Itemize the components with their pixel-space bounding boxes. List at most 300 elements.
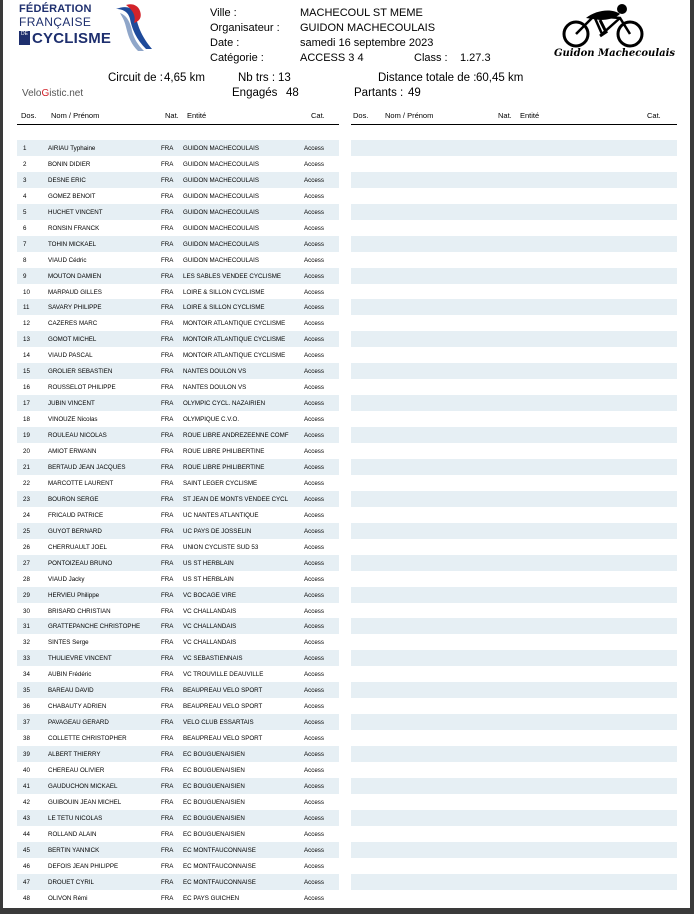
viewer-frame-left: [0, 0, 3, 914]
rider-dos: 25: [23, 527, 30, 535]
empty-table-row: [351, 826, 677, 842]
rider-category: Access: [304, 176, 324, 184]
empty-table-row: [351, 603, 677, 619]
rider-entity: VC CHALLANDAIS: [183, 623, 237, 631]
empty-table-row: [351, 714, 677, 730]
rider-name: RONSIN FRANCK: [48, 224, 100, 232]
col-nat: Nat.: [165, 111, 179, 120]
table-row: [17, 395, 339, 411]
rider-entity: MONTOIR ATLANTIQUE CYCLISME: [183, 352, 286, 360]
empty-table-row: [351, 252, 677, 268]
table-row: [17, 682, 339, 698]
rider-category: Access: [304, 336, 324, 344]
rider-dos: 23: [23, 495, 30, 503]
table-row: [17, 315, 339, 331]
table-row: [17, 778, 339, 794]
empty-table-row: [351, 156, 677, 172]
rider-name: AIRIAU Typhaine: [48, 144, 96, 152]
empty-table-row: [351, 762, 677, 778]
rider-name: MARPAUD GILLES: [48, 288, 102, 296]
rider-category: Access: [304, 814, 324, 822]
rider-entity: EC MONTFAUCONNAISE: [183, 878, 256, 886]
empty-table-row: [351, 890, 677, 906]
empty-table-row: [351, 443, 677, 459]
empty-table-row: [351, 634, 677, 650]
nbtrs-value: 13: [278, 72, 291, 84]
rider-dos: 13: [23, 336, 30, 344]
rider-entity: EC BOUGUENAISIEN: [183, 798, 245, 806]
rider-nat: FRA: [161, 160, 174, 168]
rider-category: Access: [304, 719, 324, 727]
ffc-logo-de: DE: [19, 31, 30, 45]
table-row: [17, 220, 339, 236]
rider-entity: GUIDON MACHECOULAIS: [183, 160, 259, 168]
empty-table-row: [351, 395, 677, 411]
rider-entity: EC BOUGUENAISIEN: [183, 782, 245, 790]
rider-dos: 11: [23, 304, 30, 312]
rider-category: Access: [304, 511, 324, 519]
rider-nat: FRA: [161, 894, 174, 902]
rider-entity: BEAUPREAU VELO SPORT: [183, 735, 263, 743]
rider-dos: 31: [23, 623, 30, 631]
rider-dos: 8: [23, 256, 27, 264]
table-row: [17, 666, 339, 682]
table-row: [17, 746, 339, 762]
rider-category: Access: [304, 320, 324, 328]
rider-dos: 42: [23, 798, 30, 806]
empty-table-row: [351, 523, 677, 539]
rider-category: Access: [304, 703, 324, 711]
rider-dos: 34: [23, 671, 30, 679]
circuit-label: Circuit de :: [108, 72, 163, 84]
empty-table-row: [351, 347, 677, 363]
distance-label: Distance totale de :: [378, 72, 477, 84]
rider-name: ROLLAND ALAIN: [48, 830, 97, 838]
table-row: [17, 443, 339, 459]
rider-name: GOMOT MICHEL: [48, 336, 97, 344]
table-row: [17, 347, 339, 363]
rider-dos: 18: [23, 416, 30, 424]
engages-label: Engagés: [232, 87, 278, 99]
rider-category: Access: [304, 240, 324, 248]
empty-table-row: [351, 507, 677, 523]
col-dos: Dos.: [21, 111, 37, 120]
rider-nat: FRA: [161, 607, 174, 615]
table-row: [17, 299, 339, 315]
rider-name: BOURON SERGE: [48, 495, 99, 503]
rider-entity: BEAUPREAU VELO SPORT: [183, 687, 263, 695]
ffc-swoosh-icon: [112, 3, 156, 53]
rider-name: ROUSSELOT PHILIPPE: [48, 384, 116, 392]
partants-label: Partants :: [354, 87, 404, 99]
rider-category: Access: [304, 416, 324, 424]
organisateur-value: GUIDON MACHECOULAIS: [300, 22, 436, 34]
rider-name: AUBIN Frédéric: [48, 671, 92, 679]
rider-category: Access: [304, 559, 324, 567]
table-row: [17, 794, 339, 810]
empty-table-row: [351, 571, 677, 587]
empty-table-row: [351, 363, 677, 379]
rider-dos: 30: [23, 607, 30, 615]
rider-dos: 37: [23, 719, 30, 727]
rider-category: Access: [304, 463, 324, 471]
rider-dos: 40: [23, 767, 30, 774]
table-row: [17, 634, 339, 650]
rider-name: ROULEAU NICOLAS: [48, 432, 107, 440]
rider-category: Access: [304, 192, 324, 200]
empty-table-row: [351, 794, 677, 810]
empty-table-row: [351, 331, 677, 347]
empty-table-row: [351, 475, 677, 491]
ville-label: Ville :: [210, 7, 237, 19]
rider-name: GUYOT BERNARD: [48, 527, 102, 535]
table-row: [17, 571, 339, 587]
rider-dos: 46: [23, 862, 30, 870]
date-label: Date :: [210, 37, 240, 49]
rider-category: Access: [304, 160, 324, 168]
cyclist-icon: [556, 2, 652, 50]
rider-name: HERVIEU Philippe: [48, 591, 100, 599]
distance-value: 60,45 km: [476, 72, 524, 84]
class-label: Class :: [414, 52, 448, 64]
rider-nat: FRA: [161, 655, 174, 663]
rider-entity: VC SEBASTIENNAIS: [183, 655, 243, 663]
rider-dos: 6: [23, 224, 27, 232]
table-row: [17, 650, 339, 666]
table-row: [17, 204, 339, 220]
table-row: [17, 156, 339, 172]
rider-dos: 2: [23, 160, 27, 168]
velogistic-link[interactable]: [22, 88, 83, 99]
empty-table-row: [351, 746, 677, 762]
rider-entity: BEAUPREAU VELO SPORT: [183, 703, 263, 711]
empty-table-row: [351, 842, 677, 858]
rider-category: Access: [304, 767, 324, 774]
empty-table-row: [351, 698, 677, 714]
empty-table-row: [351, 268, 677, 284]
rider-nat: FRA: [161, 671, 174, 679]
table-row: [17, 379, 339, 395]
class-value: 1.27.3: [460, 52, 491, 64]
rider-nat: FRA: [161, 463, 174, 471]
rider-name: VIAUD Cédric: [48, 256, 87, 264]
table-row: [17, 188, 339, 204]
rider-nat: FRA: [161, 432, 174, 440]
rider-entity: NANTES DOULON VS: [183, 384, 247, 392]
empty-table-row: [351, 427, 677, 443]
rider-entity: EC BOUGUENAISIEN: [183, 751, 245, 759]
rider-name: GAUDUCHON MICKAEL: [48, 782, 118, 790]
rider-entity: EC MONTFAUCONNAISE: [183, 846, 256, 854]
rider-dos: 15: [23, 368, 30, 376]
ffc-logo-line1: FÉDÉRATION: [19, 3, 92, 15]
rider-entity: OLYMPIC CYCL. NAZAIRIEN: [183, 400, 266, 408]
rider-category: Access: [304, 751, 324, 759]
rider-entity: VC CHALLANDAIS: [183, 607, 237, 615]
rider-category: Access: [304, 448, 324, 455]
rider-category: Access: [304, 224, 324, 232]
rider-nat: FRA: [161, 400, 174, 408]
col-cat: Cat.: [311, 111, 325, 120]
rider-nat: FRA: [161, 352, 174, 360]
rider-nat: FRA: [161, 272, 174, 280]
rider-nat: FRA: [161, 862, 174, 870]
empty-table-row: [351, 491, 677, 507]
rider-entity: UC NANTES ATLANTIQUE: [183, 511, 259, 519]
rider-dos: 36: [23, 703, 30, 711]
rider-category: Access: [304, 400, 324, 408]
rider-nat: FRA: [161, 639, 174, 647]
categorie-label: Catégorie :: [210, 52, 264, 64]
rider-category: Access: [304, 735, 324, 743]
empty-table-row: [351, 379, 677, 395]
rider-category: Access: [304, 607, 324, 615]
rider-nat: FRA: [161, 479, 174, 487]
col-ent: Entité: [520, 111, 540, 120]
rider-nat: FRA: [161, 144, 174, 152]
empty-table-row: [351, 284, 677, 300]
rider-entity: EC PAYS GUICHEN: [183, 894, 240, 902]
table-row: [17, 331, 339, 347]
table-row: [17, 172, 339, 188]
table-row: [17, 284, 339, 300]
rider-dos: 17: [23, 400, 30, 408]
rider-nat: FRA: [161, 192, 174, 200]
rider-entity: GUIDON MACHECOULAIS: [183, 256, 259, 264]
rider-dos: 44: [23, 830, 30, 838]
rider-nat: FRA: [161, 575, 174, 583]
rider-category: Access: [304, 575, 324, 583]
rider-category: Access: [304, 256, 324, 264]
empty-table-row: [351, 778, 677, 794]
table-row: [17, 252, 339, 268]
table-row: [17, 459, 339, 475]
rider-entity: US ST HERBLAIN: [183, 575, 234, 583]
table-row: [17, 698, 339, 714]
empty-table-row: [351, 730, 677, 746]
rider-nat: FRA: [161, 830, 174, 838]
rider-nat: FRA: [161, 336, 174, 344]
rider-nat: FRA: [161, 559, 174, 567]
rider-name: DEFOIS JEAN PHILIPPE: [48, 862, 119, 870]
rider-nat: FRA: [161, 703, 174, 711]
rider-name: CAZERES MARC: [48, 320, 98, 328]
rider-name: COLLETTE CHRISTOPHER: [48, 735, 127, 743]
rider-category: Access: [304, 782, 324, 790]
rider-category: Access: [304, 495, 324, 503]
rider-nat: FRA: [161, 256, 174, 264]
table-row: [17, 842, 339, 858]
rider-nat: FRA: [161, 798, 174, 806]
rider-dos: 16: [23, 384, 30, 392]
empty-table-row: [351, 810, 677, 826]
rider-name: CHABAUTY ADRIEN: [48, 703, 107, 711]
rider-name: JUBIN VINCENT: [48, 400, 95, 408]
empty-table-row: [351, 459, 677, 475]
categorie-value: ACCESS 3 4: [300, 52, 364, 64]
rider-dos: 39: [23, 751, 30, 759]
rider-dos: 21: [23, 463, 30, 471]
empty-table-row: [351, 858, 677, 874]
rider-entity: GUIDON MACHECOULAIS: [183, 144, 259, 152]
rider-entity: LES SABLES VENDEE CYCLISME: [183, 272, 282, 280]
rider-name: MARCOTTE LAURENT: [48, 479, 114, 487]
empty-table-row: [351, 124, 677, 140]
rider-name: VIAUD Jacky: [48, 575, 85, 583]
rider-nat: FRA: [161, 735, 174, 743]
rider-nat: FRA: [161, 224, 174, 232]
rider-category: Access: [304, 623, 324, 631]
empty-table-row: [351, 140, 677, 156]
col-nom: Nom / Prénom: [51, 111, 100, 120]
right-table-header: [351, 109, 677, 123]
empty-table-row: [351, 188, 677, 204]
rider-category: Access: [304, 432, 324, 440]
empty-table-row: [351, 220, 677, 236]
partants-value: 49: [408, 87, 421, 99]
rider-nat: FRA: [161, 687, 174, 695]
rider-entity: UC PAYS DE JOSSELIN: [183, 527, 252, 535]
table-row: [17, 411, 339, 427]
empty-table-row: [351, 682, 677, 698]
rider-entity: GUIDON MACHECOULAIS: [183, 208, 259, 216]
rider-nat: FRA: [161, 511, 174, 519]
empty-table-row: [351, 874, 677, 890]
rider-dos: 1: [23, 144, 27, 152]
rider-dos: 14: [23, 352, 30, 360]
rider-category: Access: [304, 878, 324, 886]
rider-entity: UNION CYCLISTE SUD 53: [183, 543, 259, 551]
rider-name: FRICAUD PATRICE: [48, 511, 104, 519]
empty-table-row: [351, 587, 677, 603]
table-row: [17, 762, 339, 778]
rider-nat: FRA: [161, 288, 174, 296]
rider-nat: FRA: [161, 320, 174, 328]
rider-dos: 43: [23, 814, 30, 822]
rider-category: Access: [304, 830, 324, 838]
table-row: [17, 587, 339, 603]
rider-dos: 28: [23, 575, 30, 583]
table-row: [17, 858, 339, 874]
rider-nat: FRA: [161, 384, 174, 392]
col-nat: Nat.: [498, 111, 512, 120]
ffc-logo: [17, 3, 157, 55]
velogistic-g: G: [41, 88, 50, 99]
table-row: [17, 236, 339, 252]
table-row: [17, 427, 339, 443]
rider-category: Access: [304, 671, 324, 679]
rider-dos: 35: [23, 687, 30, 695]
table-row: [17, 507, 339, 523]
rider-name: DESNE ERIC: [48, 176, 86, 184]
rider-entity: NANTES DOULON VS: [183, 368, 247, 376]
rider-dos: 48: [23, 894, 30, 902]
table-row: [17, 539, 339, 555]
rider-entity: US ST HERBLAIN: [183, 559, 234, 567]
rider-name: GOMEZ BENOIT: [48, 192, 96, 200]
rider-category: Access: [304, 304, 324, 312]
rider-category: Access: [304, 384, 324, 392]
rider-dos: 4: [23, 192, 27, 200]
table-row: [17, 810, 339, 826]
rider-dos: 3: [23, 176, 27, 184]
rider-name: BONIN DIDIER: [48, 160, 91, 168]
rider-entity: GUIDON MACHECOULAIS: [183, 192, 259, 200]
rider-category: Access: [304, 655, 324, 663]
table-row: [17, 523, 339, 539]
rider-nat: FRA: [161, 846, 174, 854]
empty-table-row: [351, 666, 677, 682]
rider-dos: 10: [23, 288, 30, 296]
guidon-machecoulais-logo: [552, 2, 676, 66]
rider-name: DROUET CYRIL: [48, 878, 94, 886]
rider-name: CHEREAU OLIVIER: [48, 767, 105, 774]
rider-name: CHERRUAULT JOEL: [48, 543, 107, 551]
rider-dos: 47: [23, 878, 30, 886]
rider-dos: 38: [23, 735, 30, 743]
rider-category: Access: [304, 798, 324, 806]
rider-nat: FRA: [161, 495, 174, 503]
rider-nat: FRA: [161, 767, 174, 774]
empty-table-row: [351, 411, 677, 427]
rider-category: Access: [304, 591, 324, 599]
date-value: samedi 16 septembre 2023: [300, 37, 434, 49]
rider-name: SINTES Serge: [48, 639, 89, 647]
rider-category: Access: [304, 352, 324, 360]
rider-dos: 7: [23, 240, 27, 248]
table-row: [17, 363, 339, 379]
rider-nat: FRA: [161, 719, 174, 727]
col-nom: Nom / Prénom: [385, 111, 434, 120]
rider-name: AMIOT ERWANN: [48, 448, 97, 455]
rider-dos: 32: [23, 639, 30, 647]
rider-dos: 45: [23, 846, 30, 854]
rider-entity: LOIRE & SILLON CYCLISME: [183, 304, 265, 312]
rider-name: SAVARY PHILIPPE: [48, 304, 102, 312]
rider-nat: FRA: [161, 751, 174, 759]
rider-entity: ROUE LIBRE PHILIBERTINE: [183, 448, 265, 455]
rider-nat: FRA: [161, 543, 174, 551]
table-row: [17, 268, 339, 284]
rider-name: VINOUZE Nicolas: [48, 416, 98, 424]
table-row: [17, 874, 339, 890]
rider-entity: ROUE LIBRE PHILIBERTINE: [183, 463, 265, 471]
table-row: [17, 730, 339, 746]
ville-value: MACHECOUL ST MEME: [300, 7, 423, 19]
rider-category: Access: [304, 687, 324, 695]
rider-dos: 5: [23, 208, 27, 216]
rider-nat: FRA: [161, 304, 174, 312]
blank-row: [17, 124, 339, 140]
rider-name: THULIEVRE VINCENT: [48, 655, 112, 663]
rider-category: Access: [304, 639, 324, 647]
rider-entity: OLYMPIQUE C.V.O.: [183, 416, 240, 424]
rider-name: TOHIN MICKAEL: [48, 240, 97, 248]
rider-name: LE TETU NICOLAS: [48, 814, 103, 822]
rider-nat: FRA: [161, 176, 174, 184]
rider-entity: VC TROUVILLE DEAUVILLE: [183, 671, 264, 679]
rider-nat: FRA: [161, 527, 174, 535]
rider-entity: MONTOIR ATLANTIQUE CYCLISME: [183, 320, 286, 328]
rider-entity: EC BOUGUENAISIEN: [183, 767, 245, 774]
rider-category: Access: [304, 272, 324, 280]
rider-name: MOUTON DAMIEN: [48, 272, 102, 280]
empty-table-row: [351, 618, 677, 634]
rider-category: Access: [304, 144, 324, 152]
rider-dos: 24: [23, 511, 30, 519]
rider-name: PAVAGEAU GERARD: [48, 719, 109, 727]
rider-dos: 29: [23, 591, 30, 599]
